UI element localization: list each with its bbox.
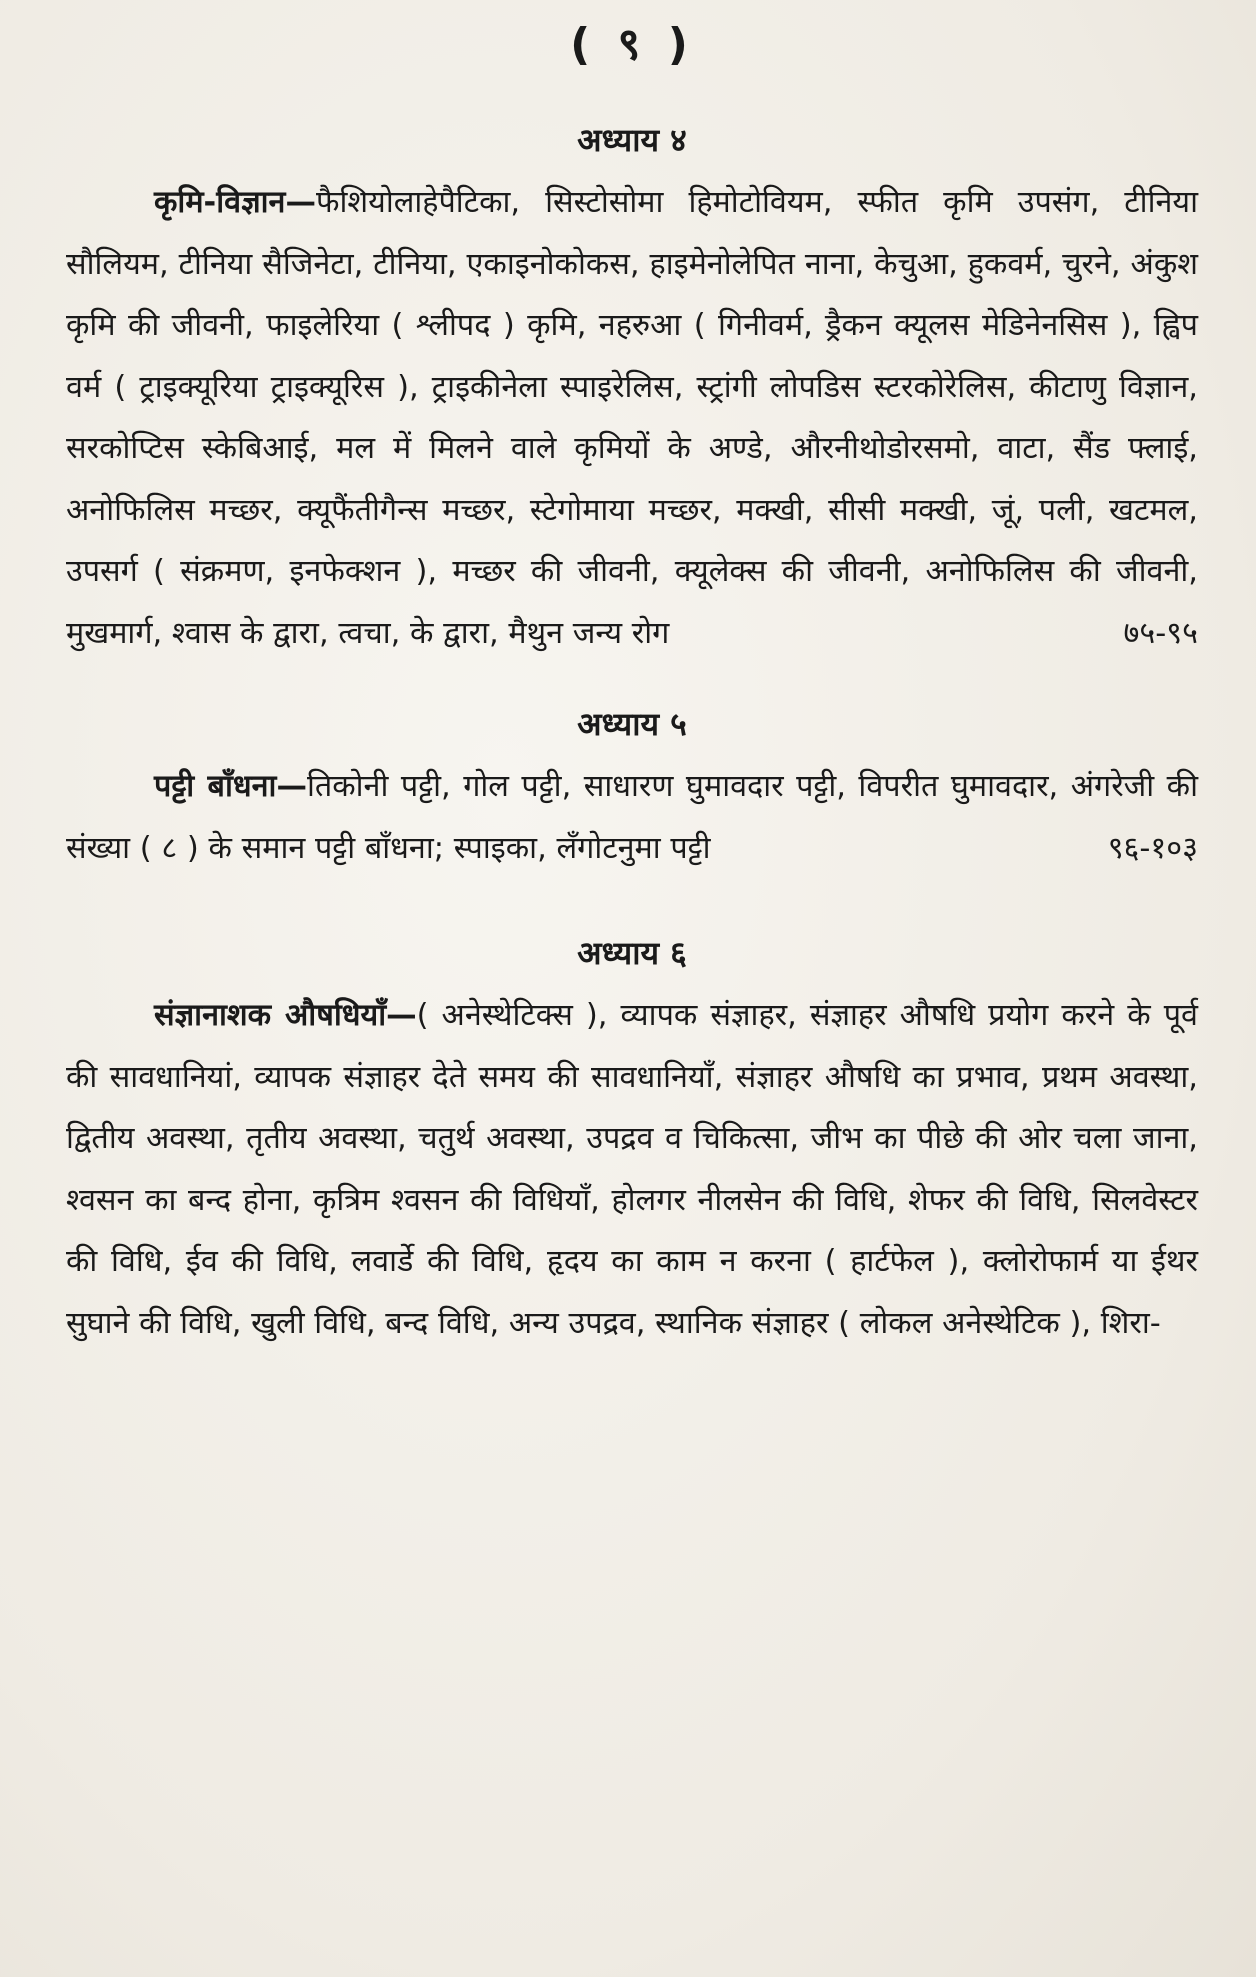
chapter-heading: अध्याय ५ xyxy=(577,705,687,743)
page-range: ७५-९५ xyxy=(1123,615,1198,651)
chapter-topics: तिकोनी पट्टी, गोल पट्टी, साधारण घुमावदार पट्टी, विपरीत घुमावदार, अंगरेजी की संख्या ( ८ ) के समान पट्टी बाँधना; स्पाइका, लँगोटनुमा पट्टी xyxy=(66,769,1199,866)
chapter-contents xyxy=(66,756,1198,879)
chapter-heading: अध्याय ४ xyxy=(577,121,687,159)
chapter-contents xyxy=(66,985,1198,1354)
chapter-topics: ( अनेस्थेटिक्स ), व्यापक संज्ञाहर, संज्ञाहर औषधि प्रयोग करने के पूर्व की सावधानियां, व्यापक संज्ञाहर देते समय की सावधानियाँ, संज्ञाहर औषधि का प्रभाव, प्रथम अवस्था, द्वितीय अवस्था, तृतीय अवस्था, चतुर्थ अवस्था, उपद्रव व चिकित्सा, जीभ का पीछे की ओर चला जाना, श्वसन का बन्द होना, कृत्रिम श्वसन की विधियाँ, होलगर नीलसेन की विधि, शेफर की विधि, सिलवेस्टर की विधि, ईव की विधि, लवार्डे की विधि, हृदय का काम न करना ( हार्टफेल ), क्लोरोफार्म या ईथर सुघाने की विधि, खुली विधि, बन्द विधि, अन्य उपद्रव, स्थानिक संज्ञाहर ( लोकल अनेस्थेटिक ), शिरा- xyxy=(66,998,1198,1341)
chapter-title: कृमि-विज्ञान— xyxy=(154,185,316,220)
chapter-title: संज्ञानाशक औषधियाँ— xyxy=(154,998,417,1033)
chapter-5 xyxy=(66,702,1198,879)
chapter-contents xyxy=(66,172,1198,664)
page-number: ( ९ ) xyxy=(570,19,694,70)
chapter-title: पट्टी बाँधना— xyxy=(154,769,307,804)
page-range: ९६-१०३ xyxy=(1107,830,1198,866)
chapter-topics: फैशियोलाहेपैटिका, सिस्टोसोमा हिमोटोवियम, स्फीत कृमि उपसंग, टीनिया सौलियम, टीनिया सैजिनेटा, टीनिया, एकाइनोकोकस, हाइमेनोलेपित नाना, केचुआ, हुकवर्म, चुरने, अंकुश कृमि की जीवनी, फाइलेरिया ( श्लीपद ) कृमि, नहरुआ ( गिनीवर्म, ड्रैकन क्यूलस मेडिनेनसिस ), ह्विप वर्म ( ट्राइक्यूरिया ट्राइक्यूरिस ), ट्राइकीनेला स्पाइरेलिस, स्ट्रांगी लोपडिस स्टरकोरेलिस, कीटाणु विज्ञान, सरकोप्टिस स्केबिआई, मल में मिलने वाले कृमियों के अण्डे, औरनीथोडोरसमो, वाटा, सैंड फ्लाई, अनोफिलिस मच्छर, क्यूफैंतीगैन्स मच्छर, स्टेगोमाया मच्छर, मक्खी, सीसी मक्खी, जूं, पली, खटमल, उपसर्ग ( संक्रमण, इनफेक्शन ), मच्छर की जीवनी, क्यूलेक्स की जीवनी, अनोफिलिस की जीवनी, मुखमार्ग, श्वास के द्वारा, त्वचा, के द्वारा, मैथुन जन्य रोग xyxy=(66,185,1198,651)
chapter-heading: अध्याय ६ xyxy=(577,934,687,972)
chapter-4 xyxy=(66,118,1198,664)
chapter-6 xyxy=(66,931,1198,1354)
